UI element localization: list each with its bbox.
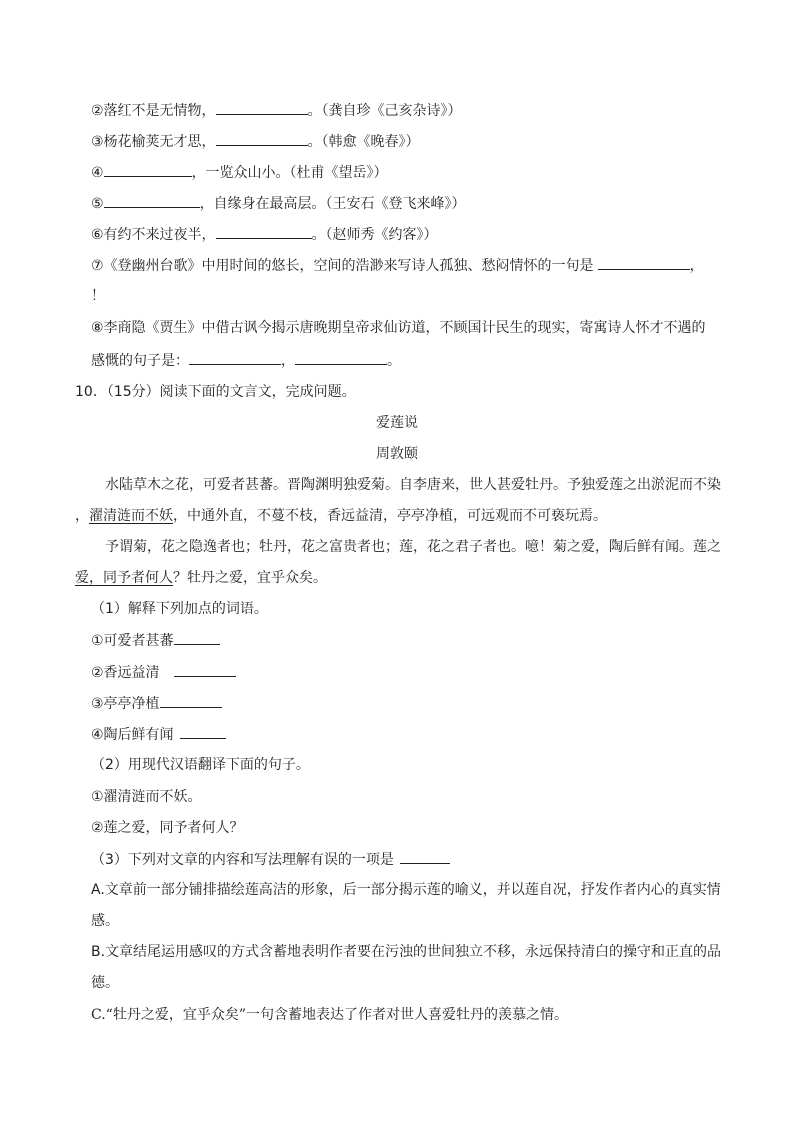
passage-paragraph-2-cont <box>75 568 327 588</box>
line-text: 。 <box>387 353 401 369</box>
line-text: （3）下列对文章的内容和写法理解有误的一项是 <box>91 852 394 868</box>
option-a-cont: 感。 <box>91 913 119 929</box>
answer-blank[interactable] <box>174 662 236 677</box>
line-text: ③亭亭净植 <box>91 696 160 712</box>
line-text: 。（龚自珍《己亥杂诗》） <box>307 103 462 119</box>
recite-line-7-cont: ！ <box>91 288 105 304</box>
line-text: ， <box>689 258 704 274</box>
line-text: ②香远益清 <box>91 665 160 681</box>
line-text: ⑤ <box>91 196 104 212</box>
option-b-cont: 德。 <box>91 975 119 991</box>
line-text: 。（赵师秀《约客》） <box>311 227 438 243</box>
passage-author: 周敦颐 <box>376 446 418 462</box>
passage-paragraph-1: 水陆草木之花，可爱者甚蕃。晋陶渊明独爱菊。自李唐来，世人甚爱牡丹。予独爱莲之出淤泥而不染 <box>105 477 721 493</box>
answer-blank[interactable] <box>174 630 220 645</box>
recite-line-8-cont <box>91 350 401 371</box>
word-item <box>91 724 226 745</box>
recite-line-8: ⑧李商隐《贾生》中借古讽今揭示唐晚期皇帝求仙访道，不顾国计民生的现实，寄寓诗人怀才不遇的 <box>91 320 706 336</box>
word-item <box>91 630 220 651</box>
answer-blank[interactable] <box>400 849 450 864</box>
line-text: ④ <box>91 165 104 181</box>
sub-question-2: （2）用现代汉语翻译下面的句子。 <box>91 757 310 773</box>
answer-blank[interactable] <box>180 724 226 739</box>
line-text: ④陶后鲜有闻 <box>91 727 174 743</box>
word-item <box>91 693 222 714</box>
answer-blank[interactable] <box>295 350 387 365</box>
passage-paragraph-2: 予谓菊，花之隐逸者也；牡丹，花之富贵者也；莲，花之君子者也。噫！菊之爱，陶后鲜有闻。莲之 <box>105 539 721 555</box>
line-text: ③杨花榆荚无才思， <box>91 134 216 150</box>
translate-item: ②莲之爱，同予者何人？ <box>91 820 244 836</box>
line-text: 。（韩愈《晚春》） <box>307 134 420 150</box>
option-c: C.“牡丹之爱，宜乎众矣”一句含蓄地表达了作者对世人喜爱牡丹的羡慕之情。 <box>91 1007 568 1023</box>
passage-paragraph-1-cont <box>75 506 607 526</box>
line-text: 感慨的句子是： <box>91 353 189 369</box>
recite-line-3 <box>91 131 420 152</box>
word-item <box>91 662 236 683</box>
answer-blank[interactable] <box>189 350 281 365</box>
sub-question-3 <box>91 849 450 870</box>
line-text: ①可爱者甚蕃 <box>91 633 174 649</box>
translate-item: ①濯清涟而不妖。 <box>91 789 202 805</box>
answer-blank[interactable] <box>216 224 312 239</box>
recite-line-4 <box>91 162 388 183</box>
line-text: ，自缘身在最高层。（王安石《登飞来峰》） <box>199 196 466 212</box>
underlined-text: 爱，同予者何人 <box>75 570 173 586</box>
line-text: ②落红不是无情物， <box>91 103 216 119</box>
passage-title: 爱莲说 <box>376 415 418 431</box>
option-b: B.文章结尾运用感叹的方式含蓄地表明作者要在污浊的世间独立不移，永远保持清白的操守和正直的品 <box>91 944 722 960</box>
recite-line-2 <box>91 100 462 121</box>
answer-blank[interactable] <box>160 693 222 708</box>
question-10-header: 10．（15分）阅读下面的文言文，完成问题。 <box>75 384 356 400</box>
answer-blank[interactable] <box>104 162 192 177</box>
answer-blank[interactable] <box>598 255 690 270</box>
line-text: ？牡丹之爱，宜乎众矣。 <box>173 570 327 586</box>
underlined-text: 濯清涟而不妖 <box>89 508 173 524</box>
recite-line-7 <box>91 255 704 276</box>
option-a: A.文章前一部分铺排描绘莲高洁的形象，后一部分揭示莲的喻义，并以莲自况，抒发作者内心的真实情 <box>91 882 721 898</box>
line-text: ， <box>281 353 295 369</box>
line-text: ， <box>75 508 89 524</box>
recite-line-5 <box>91 193 466 214</box>
recite-line-6 <box>91 224 438 245</box>
line-text: ，一览众山小。（杜甫《望岳》） <box>191 165 388 181</box>
answer-blank[interactable] <box>216 100 308 115</box>
line-text: ⑦《登幽州台歌》中用时间的悠长，空间的浩渺来写诗人孤独、愁闷情怀的一句是 <box>91 258 594 274</box>
sub-question-1: （1）解释下列加点的词语。 <box>91 601 268 617</box>
line-text: ，中通外直，不蔓不枝，香远益清，亭亭净植，可远观而不可亵玩焉。 <box>173 508 607 524</box>
line-text: ⑥有约不来过夜半， <box>91 227 216 243</box>
answer-blank[interactable] <box>104 193 200 208</box>
answer-blank[interactable] <box>216 131 308 146</box>
